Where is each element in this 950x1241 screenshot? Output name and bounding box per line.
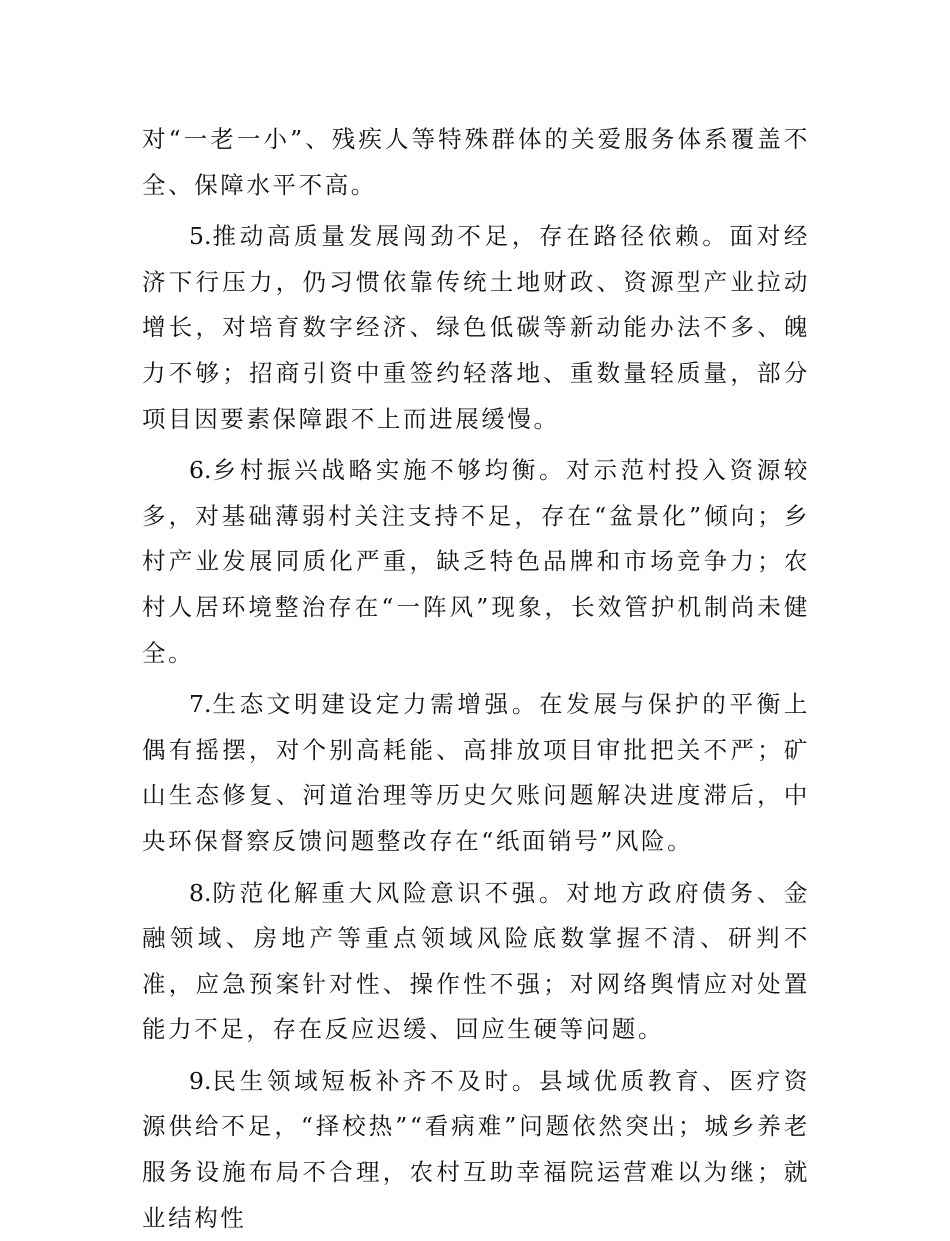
paragraph-number: 6. xyxy=(189,456,212,485)
paragraph-text: 民生领域短板补齐不及时。县域优质教育、医疗资源供给不足，“择校热”“看病难”问题依然突出；城乡养老服务设施布局不合理，农村互助幸福院运营难以为继；就业结构性 xyxy=(142,1066,810,1232)
paragraph-text: 乡村振兴战略实施不够均衡。对示范村投入资源较多，对基础薄弱村关注支持不足，存在“盆景化”倾向；乡村产业发展同质化严重，缺乏特色品牌和市场竞争力；农村人居环境整治存在“一阵风”现象，长效管护机制尚未健全。 xyxy=(142,456,810,667)
paragraph-5 xyxy=(142,214,810,442)
paragraph-continued xyxy=(142,117,810,208)
paragraph-text: 生态文明建设定力需增强。在发展与保护的平衡上偶有摇摆，对个别高耗能、高排放项目审批把关不严；矿山生态修复、河道治理等历史欠账问题解决进度滞后，中央环保督察反馈问题整改存在“纸面销号”风险。 xyxy=(142,690,810,855)
paragraph-number: 7. xyxy=(189,690,212,719)
paragraph-8 xyxy=(142,871,810,1053)
paragraph-number: 8. xyxy=(189,878,212,907)
paragraph-6 xyxy=(142,448,810,676)
paragraph-7 xyxy=(142,682,810,864)
paragraph-text: 推动高质量发展闯劲不足，存在路径依赖。面对经济下行压力，仍习惯依靠传统土地财政、资源型产业拉动增长，对培育数字经济、绿色低碳等新动能办法不多、魄力不够；招商引资中重签约轻落地、重数量轻质量，部分项目因要素保障跟不上而进展缓慢。 xyxy=(142,222,810,433)
paragraph-text: 防范化解重大风险意识不强。对地方政府债务、金融领域、房地产等重点领域风险底数掌握不清、研判不准，应急预案针对性、操作性不强；对网络舆情应对处置能力不足，存在反应迟缓、回应生硬等问题。 xyxy=(142,878,810,1044)
document-body xyxy=(142,117,810,1241)
paragraph-number: 9. xyxy=(189,1066,212,1095)
paragraph-9 xyxy=(142,1059,810,1241)
paragraph-text: 对“一老一小”、残疾人等特殊群体的关爱服务体系覆盖不全、保障水平不高。 xyxy=(142,125,810,199)
paragraph-number: 5. xyxy=(189,222,212,251)
